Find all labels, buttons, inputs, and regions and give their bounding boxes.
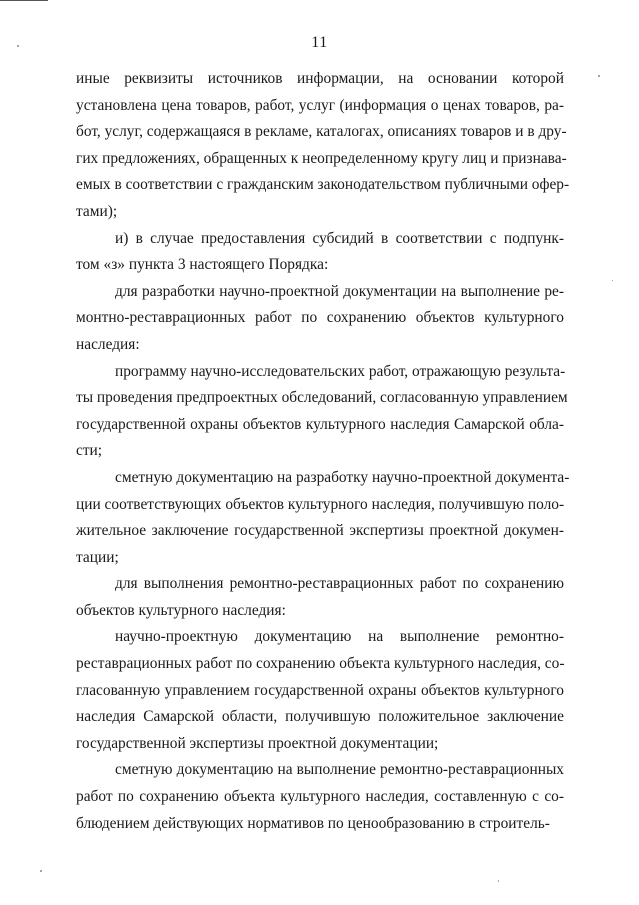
text-line: монтно-реставрационных работ по сохранению объектов культурного	[76, 309, 564, 327]
text-line: для выполнения ремонтно-реставрационных работ по сохранению	[115, 575, 564, 593]
paragraph	[76, 571, 564, 624]
scan-speck	[612, 280, 613, 281]
text-line: сти;	[76, 442, 103, 460]
text-line: ты проведения предпроектных обследований, согласованную управлением	[76, 389, 568, 407]
scan-edge-line	[0, 0, 48, 1]
text-line: жительное заключение государственной экспертизы проектной докумен-	[76, 522, 564, 540]
text-line: наследия:	[76, 335, 140, 353]
text-line: государственной охраны объектов культурного наследия Самарской обла-	[76, 415, 564, 433]
scan-speck	[17, 45, 19, 47]
text-line: научно-проектную документацию на выполнение ремонтно-	[115, 628, 564, 646]
paragraph	[76, 624, 564, 757]
paragraph	[76, 359, 568, 465]
paragraph	[76, 757, 564, 837]
text-line: ции соответствующих объектов культурного наследия, получившую поло-	[76, 495, 565, 513]
text-line: и) в случае предоставления субсидий в соответствии с подпунк-	[115, 229, 564, 247]
text-line: емых в соответствии с гражданским законодательством публичными офер-	[76, 176, 570, 194]
paragraph	[76, 465, 570, 571]
text-line: том «з» пункта 3 настоящего Порядка:	[76, 256, 329, 274]
document-body	[76, 66, 570, 837]
text-line: для разработки научно-проектной документации на выполнение ре-	[115, 282, 564, 300]
text-line: программу научно-исследовательских работ, отражающую результа-	[115, 362, 566, 380]
text-line: бот, услуг, содержащаяся в рекламе, каталогах, описаниях товаров и в дру-	[76, 123, 567, 141]
text-line: работ по сохранению объекта культурного наследия, составленную с со-	[76, 788, 564, 806]
text-line: гих предложениях, обращенных к неопределенному кругу лиц и признава-	[76, 149, 567, 167]
text-line: блюдением действующих нормативов по ценообразованию в строитель-	[76, 814, 550, 832]
text-line: гласованную управлением государственной охраны объектов культурного	[76, 681, 564, 699]
paragraph	[76, 226, 564, 279]
text-line: установлена цена товаров, работ, услуг (информация о ценах товаров, ра-	[76, 96, 564, 114]
page-number: 11	[311, 34, 328, 51]
paragraph	[76, 66, 570, 226]
scan-speck	[498, 880, 499, 882]
text-line: объектов культурного наследия:	[76, 601, 286, 619]
text-line: сметную документацию на разработку научно-проектной документа-	[115, 468, 570, 486]
text-line: наследия Самарской области, получившую положительное заключение	[76, 708, 564, 726]
text-line: тации;	[76, 548, 119, 566]
text-line: государственной экспертизы проектной документации;	[76, 734, 439, 752]
scan-speck	[40, 870, 42, 872]
text-line: реставрационных работ по сохранению объекта культурного наследия, со-	[76, 655, 565, 673]
scan-speck	[598, 75, 600, 77]
text-line: тами);	[76, 202, 118, 220]
text-line: сметную документацию на выполнение ремонтно-реставрационных	[115, 761, 564, 779]
paragraph	[76, 279, 564, 359]
text-line: иные реквизиты источников информации, на основании которой	[76, 70, 564, 87]
